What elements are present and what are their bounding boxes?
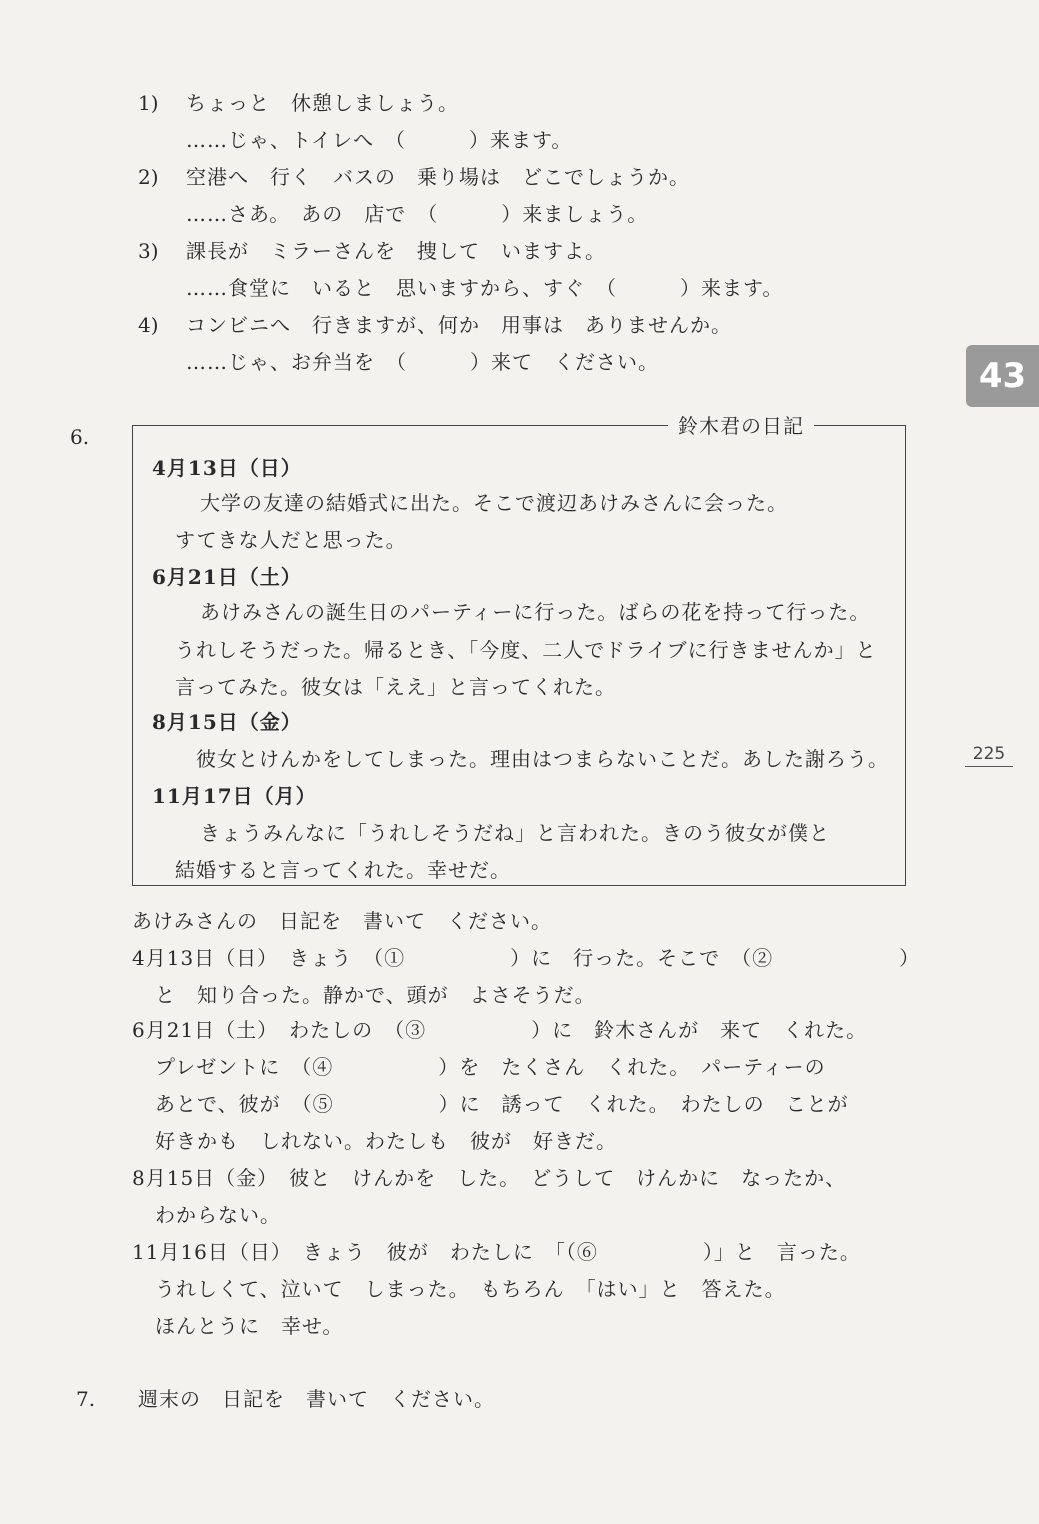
item-number: 3) — [138, 239, 159, 263]
akemi-line: ほんとうに 幸せ。 — [155, 1314, 344, 1338]
akemi-line: 11月16日（日） きょう 彼が わたしに 「（⑥ ）」と 言った。 — [132, 1240, 861, 1264]
question-line: 空港へ 行く バスの 乗り場は どこでしょうか。 — [186, 165, 690, 189]
diary-line: 結婚すると言ってくれた。幸せだ。 — [175, 858, 511, 882]
answer-line: ……じゃ、お弁当を （ ）来て ください。 — [186, 350, 659, 374]
akemi-line: あとで、彼が （⑤ ）に 誘って くれた。 わたしの ことが — [155, 1092, 849, 1116]
answer-line: ……じゃ、トイレへ （ ）来ます。 — [186, 128, 573, 152]
diary-line: 彼女とけんかをしてしまった。理由はつまらないことだ。あした謝ろう。 — [196, 747, 889, 771]
diary-date: 8月15日（金） — [152, 710, 302, 734]
akemi-line: わからない。 — [155, 1203, 281, 1227]
section7-text: 週末の 日記を 書いて ください。 — [138, 1387, 495, 1411]
akemi-line: 8月15日（金） 彼と けんかを した。 どうして けんかに なったか、 — [132, 1166, 847, 1190]
diary-date: 6月21日（土） — [152, 565, 302, 589]
diary-line: きょうみんなに「うれしそうだね」と言われた。きのう彼女が僕と — [200, 821, 830, 845]
akemi-line: 6月21日（土） わたしの （③ ）に 鈴木さんが 来て くれた。 — [132, 1018, 868, 1042]
diary-line: うれしそうだった。帰るとき、「今度、二人でドライブに行きませんか」と — [175, 638, 877, 662]
question-line: ちょっと 休憩しましょう。 — [186, 91, 459, 115]
item-number: 4) — [138, 313, 159, 337]
item-number: 2) — [138, 165, 159, 189]
instruction: あけみさんの 日記を 書いて ください。 — [132, 909, 552, 933]
akemi-line: と 知り合った。静かで、頭が よさそうだ。 — [155, 983, 596, 1007]
diary-line: あけみさんの誕生日のパーティーに行った。ばらの花を持って行った。 — [200, 600, 871, 624]
answer-line: ……食堂に いると 思いますから、すぐ （ ）来ます。 — [186, 276, 784, 300]
item-number: 1) — [138, 91, 159, 115]
akemi-line: 好きかも しれない。わたしも 彼が 好きだ。 — [155, 1129, 617, 1153]
akemi-line: うれしくて、泣いて しまった。 もちろん 「はい」と 答えた。 — [155, 1277, 786, 1301]
section-number: 6. — [70, 425, 90, 449]
page-number: 225 — [965, 744, 1013, 767]
diary-line: 言ってみた。彼女は「ええ」と言ってくれた。 — [175, 675, 616, 699]
diary-line: 大学の友達の結婚式に出た。そこで渡辺あけみさんに会った。 — [200, 491, 788, 515]
diary-date: 4月13日（日） — [152, 456, 302, 480]
chapter-tab: 43 — [966, 345, 1039, 407]
diary-title: 鈴木君の日記 — [668, 413, 814, 439]
akemi-line: 4月13日（日） きょう （① ）に 行った。そこで （② ） — [132, 946, 921, 970]
question-line: 課長が ミラーさんを 捜して いますよ。 — [186, 239, 606, 263]
question-line: コンビニへ 行きますが、何か 用事は ありませんか。 — [186, 313, 732, 337]
diary-date: 11月17日（月） — [152, 784, 317, 808]
answer-line: ……さあ。 あの 店で （ ）来ましょう。 — [186, 202, 649, 226]
section-number: 7. — [76, 1387, 96, 1411]
diary-line: すてきな人だと思った。 — [175, 528, 407, 552]
akemi-line: プレゼントに （④ ）を たくさん くれた。 パーティーの — [155, 1055, 826, 1079]
